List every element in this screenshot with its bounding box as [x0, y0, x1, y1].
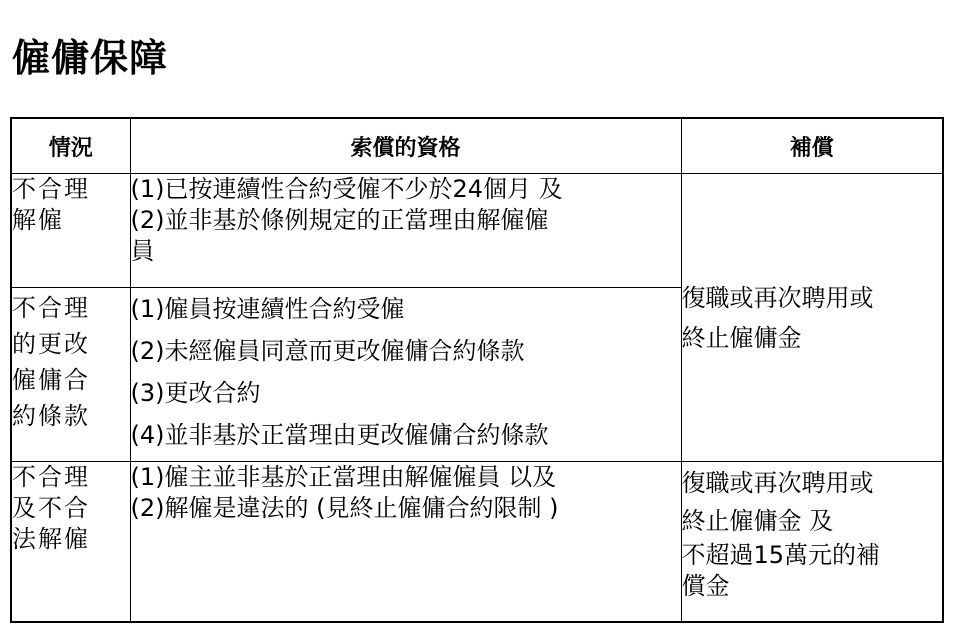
compensation-text: 終止僱傭金 [681, 323, 802, 352]
situation-text: 約條款 [12, 402, 90, 430]
table-row-unreasonable-dismissal [11, 174, 943, 288]
qualification-cell [130, 174, 681, 288]
situation-cell [11, 174, 130, 288]
table-row-unreasonable-unlawful-dismissal [11, 462, 943, 622]
header-compensation: 補償 [681, 118, 943, 174]
situation-text: 法解僱 [12, 525, 90, 553]
qualification-cell [130, 462, 681, 622]
situation-text: 不合理 [12, 463, 90, 491]
qualification-item: (3)更改合約 [130, 379, 261, 407]
compensation-text: 不超過15萬元的補 [681, 541, 881, 569]
qualification-item: (1)已按連續性合約受僱不少於24個月 及 [130, 175, 563, 203]
qualification-item: (2)未經僱員同意而更改僱傭合約條款 [130, 337, 525, 365]
qualification-cell [130, 288, 681, 462]
situation-text: 及不合 [12, 494, 90, 522]
employment-protection-table [10, 117, 944, 623]
compensation-text: 終止僱傭金 及 [681, 507, 834, 535]
situation-cell [11, 462, 130, 622]
situation-text: 不合理 [12, 294, 90, 322]
situation-text: 不合理 [12, 175, 90, 203]
compensation-text: 復職或再次聘用或 [681, 283, 874, 312]
qualification-item: 員 [130, 237, 155, 265]
qualification-item: (1)僱員按連續性合約受僱 [130, 295, 405, 323]
qualification-item: (2)解僱是違法的 (見終止僱傭合約限制 ) [130, 494, 559, 522]
table-header-row [11, 118, 943, 174]
qualification-item: (1)僱主並非基於正當理由解僱僱員 以及 [130, 463, 557, 491]
compensation-text: 償金 [681, 572, 730, 600]
situation-text: 解僱 [12, 206, 64, 234]
page-title: 僱傭保障 [12, 36, 169, 80]
header-qualification: 索償的資格 [130, 118, 681, 174]
situation-text: 僱傭合 [12, 366, 90, 394]
compensation-cell [681, 462, 943, 622]
situation-cell [11, 288, 130, 462]
compensation-text: 復職或再次聘用或 [681, 469, 874, 497]
qualification-item: (4)並非基於正當理由更改僱傭合約條款 [130, 421, 549, 449]
qualification-item: (2)並非基於條例規定的正當理由解僱僱 [130, 206, 549, 234]
compensation-cell-merged [681, 174, 943, 462]
situation-text: 的更改 [12, 330, 90, 358]
header-situation: 情況 [11, 118, 130, 174]
